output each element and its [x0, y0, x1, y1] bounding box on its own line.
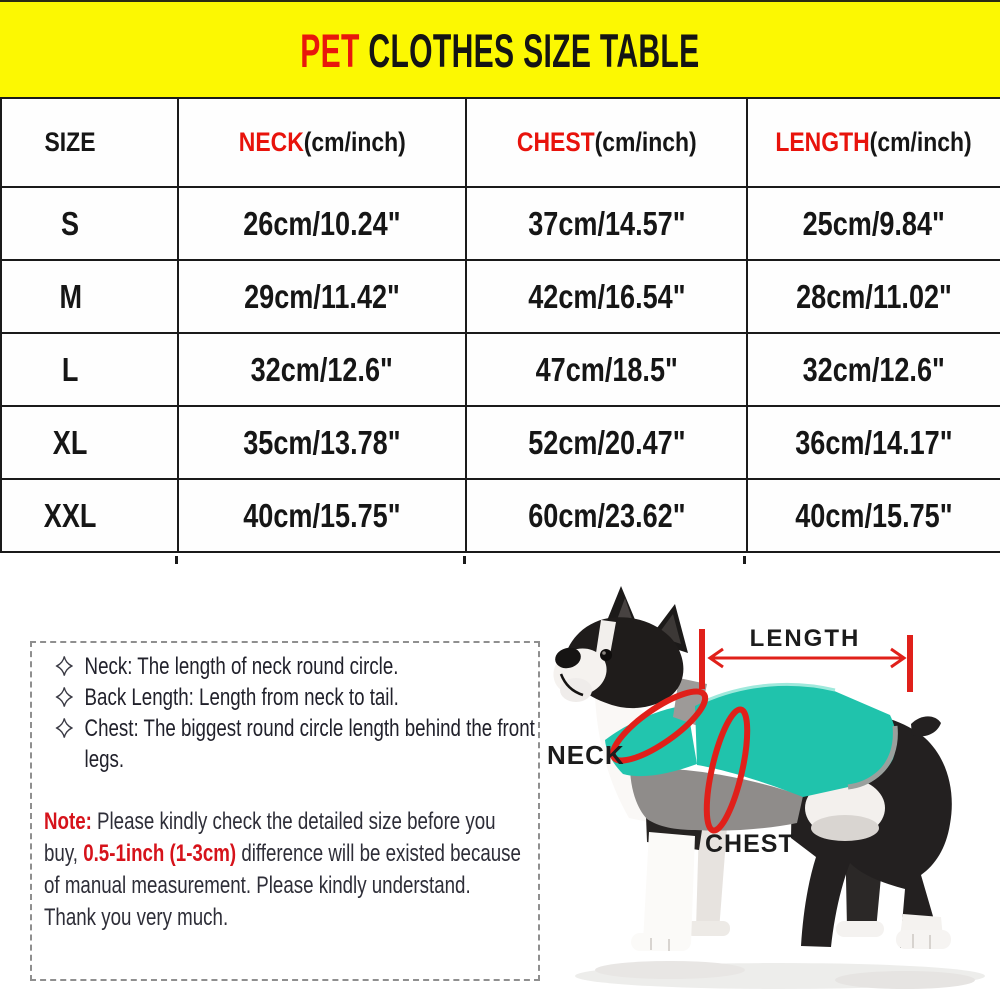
length-cell: 36cm/14.17"	[747, 406, 1000, 479]
length-cell: 32cm/12.6"	[747, 333, 1000, 406]
length-cell: 28cm/11.02"	[747, 260, 1000, 333]
bullet-list	[44, 651, 547, 775]
column-header-neck: NECK(cm/inch)	[178, 98, 466, 187]
neck-cell: 29cm/11.42"	[178, 260, 466, 333]
bullet-text: Neck: The length of neck round circle.	[84, 653, 399, 680]
neck-cell: 40cm/15.75"	[178, 479, 466, 552]
size-cell: M	[1, 260, 178, 333]
chest-cell: 42cm/16.54"	[466, 260, 747, 333]
chest-cell: 37cm/14.57"	[466, 187, 747, 260]
note-highlight: 0.5-1inch (1-3cm)	[83, 840, 237, 867]
chest-cell: 60cm/23.62"	[466, 479, 747, 552]
table-row	[1, 260, 1000, 333]
size-cell: XXL	[1, 479, 178, 552]
four-pointed-star-icon	[44, 651, 85, 677]
header-row	[1, 98, 1000, 187]
length-cell: 40cm/15.75"	[747, 479, 1000, 552]
dog-measurement-figure	[545, 578, 1000, 1000]
size-cell: S	[1, 187, 178, 260]
bullet-text: Back Length: Length from neck to tail.	[84, 684, 399, 711]
length-cell: 25cm/9.84"	[747, 187, 1000, 260]
four-pointed-star-icon	[44, 713, 85, 739]
bullet-item	[44, 713, 547, 775]
table-row	[1, 187, 1000, 260]
four-pointed-star-icon	[44, 682, 85, 708]
dog-head	[547, 586, 688, 708]
column-header-length: LENGTH(cm/inch)	[747, 98, 1000, 187]
table-divider-stub	[463, 556, 466, 564]
note-part1: Please kindly check the detailed size before you buy,	[44, 808, 496, 867]
bullet-text: Chest: The biggest round circle length behind the front legs.	[84, 715, 535, 773]
title-band	[0, 0, 1000, 99]
bullet-item	[44, 682, 547, 713]
note-label: Note:	[44, 808, 92, 835]
column-header-size: SIZE	[1, 98, 178, 187]
neck-cell: 32cm/12.6"	[178, 333, 466, 406]
length-tick-right	[907, 635, 913, 692]
page-title	[300, 23, 699, 78]
neck-cell: 35cm/13.78"	[178, 406, 466, 479]
table-row	[1, 479, 1000, 552]
floor-shadow	[595, 961, 745, 979]
column-header-chest: CHEST(cm/inch)	[466, 98, 747, 187]
chest-cell: 52cm/20.47"	[466, 406, 747, 479]
table-row	[1, 406, 1000, 479]
bullet-item	[44, 651, 547, 682]
title-highlight: PET	[300, 24, 360, 77]
size-table	[0, 97, 1000, 553]
title-rest: CLOTHES SIZE TABLE	[359, 24, 700, 77]
size-cell: XL	[1, 406, 178, 479]
size-cell: L	[1, 333, 178, 406]
length-label: LENGTH	[749, 625, 861, 652]
chest-cell: 47cm/18.5"	[466, 333, 747, 406]
chest-label: CHEST	[705, 830, 795, 858]
floor-shadow	[835, 971, 975, 989]
neck-label: NECK	[547, 740, 625, 770]
table-divider-stub	[175, 556, 178, 564]
table-divider-stub	[743, 556, 746, 564]
measurement-notes-box	[30, 641, 540, 981]
table-row	[1, 333, 1000, 406]
length-tick-left	[699, 629, 705, 689]
note-part2: difference will be existed because of manual measurement. Please kindly understand. Thank you very much.	[44, 840, 521, 931]
neck-cell: 26cm/10.24"	[178, 187, 466, 260]
disclaimer-note	[44, 806, 523, 934]
